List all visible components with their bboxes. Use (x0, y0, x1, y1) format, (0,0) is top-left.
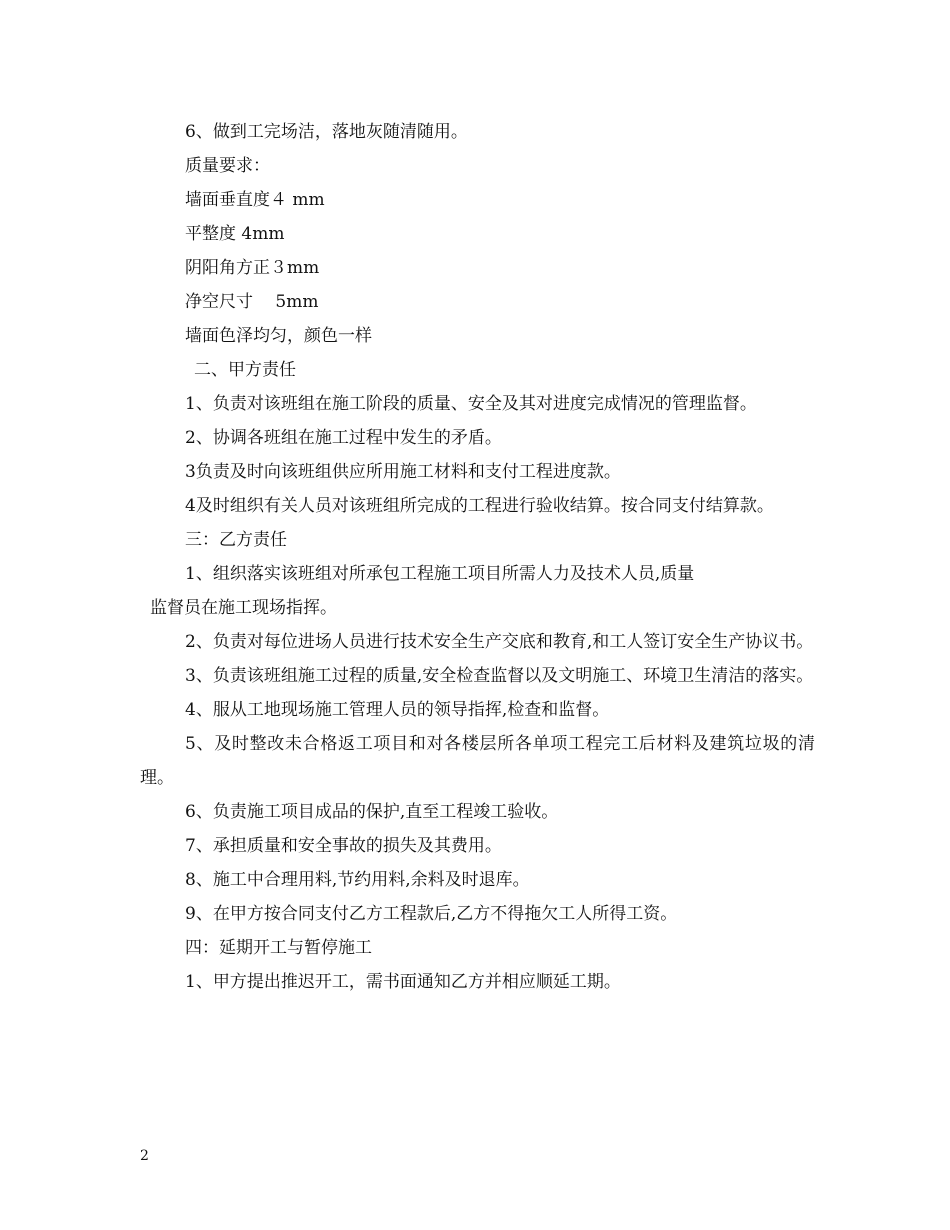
text-line: 6、做到工完场洁，落地灰随清随用。 (185, 122, 468, 142)
page-number: 2 (140, 1148, 149, 1164)
text-line: 9、在甲方按合同支付乙方工程款后,乙方不得拖欠工人所得工资。 (185, 904, 678, 924)
text-line: 1、甲方提出推迟开工，需书面通知乙方并相应顺延工期。 (185, 972, 621, 992)
text-line: 3负责及时向该班组供应所用施工材料和支付工程进度款。 (185, 462, 621, 482)
text-line: 1、组织落实该班组对所承包工程施工项目所需人力及技术人员,质量 (185, 564, 695, 584)
text-line: 质量要求： (185, 156, 270, 176)
section-heading: 三：乙方责任 (185, 530, 287, 550)
section-heading: 四：延期开工与暂停施工 (185, 938, 372, 958)
text-paragraph: 2、负责对每位进场人员进行技术安全生产交底和教育,和工人签订安全生产协议书。 (185, 632, 814, 652)
text-paragraph: 4及时组织有关人员对该班组所完成的工程进行验收结算。按合同支付结算款。 (185, 496, 774, 516)
text-line: 1、负责对该班组在施工阶段的质量、安全及其对进度完成情况的管理监督。 (185, 394, 757, 414)
text-line: 平整度 4mm (185, 224, 285, 244)
section-heading: 二、甲方责任 (194, 360, 296, 380)
text-line: 8、施工中合理用料,节约用料,余料及时退库。 (185, 870, 530, 890)
text-line: 监督员在施工现场指挥。 (150, 598, 337, 618)
text-line: 2、协调各班组在施工过程中发生的矛盾。 (185, 428, 502, 448)
text-paragraph: 5、及时整改未合格返工项目和对各楼层所各单项工程完工后材料及建筑垃圾的清理。 (140, 734, 815, 788)
text-line: 墙面色泽均匀，颜色一样 (185, 326, 372, 346)
text-line: 6、负责施工项目成品的保护,直至工程竣工验收。 (185, 802, 559, 822)
text-line: 阴阳角方正３mm (185, 258, 320, 278)
text-paragraph: 3、负责该班组施工过程的质量,安全检查监督以及文明施工、环境卫生清洁的落实。 (185, 666, 814, 686)
document-body (140, 115, 815, 999)
text-line: 净空尺寸 5mm (185, 292, 319, 312)
text-line: 7、承担质量和安全事故的损失及其费用。 (185, 836, 502, 856)
text-line: 4、服从工地现场施工管理人员的领导指挥,检查和监督。 (185, 700, 610, 720)
text-line: 墙面垂直度４ mm (185, 190, 325, 210)
